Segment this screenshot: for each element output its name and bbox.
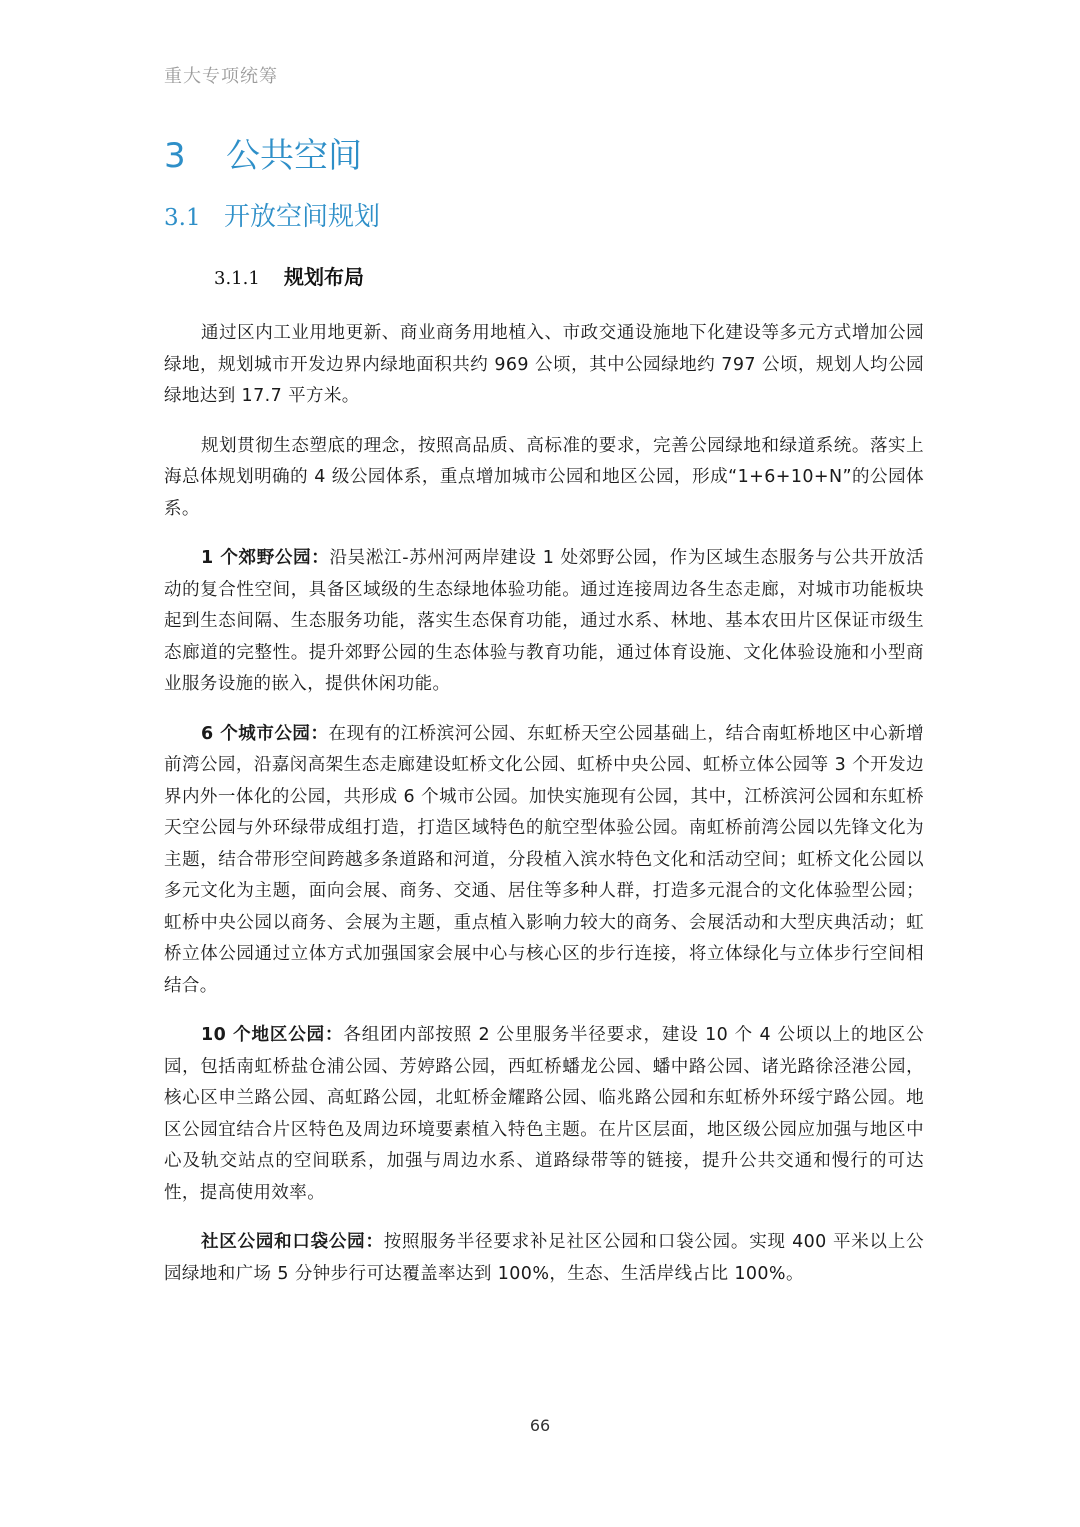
paragraph-park-system [164, 431, 924, 526]
paragraph-text: 沿吴淞江-苏州河两岸建设 1 处郊野公园，作为区域生态服务与公共开放活动的复合性空间，具备区域级的生态绿地体验功能。通过连接周边各生态走廊，对城市功能板块起到生态间隔、生态服务功能，落实生态保育功能，通过水系、林地、基本农田片区保证市级生态廊道的完整性。提升郊野公园的生态体验与教育功能，通过体育设施、文化体验设施和小型商业服务设施的嵌入，提供休闲功能。 [164, 548, 925, 694]
paragraph-text: 通过区内工业用地更新、商业商务用地植入、市政交通设施地下化建设等多元方式增加公园绿地，规划城市开发边界内绿地面积共约 969 公顷，其中公园绿地约 797 公顷，规划人均公园绿地达到 17.7 平方米。 [164, 323, 924, 406]
paragraph-lead: 10 个地区公园： [201, 1025, 344, 1045]
chapter-heading [164, 128, 362, 177]
running-header: 重大专项统筹 [164, 66, 278, 87]
chapter-title: 公共空间 [226, 136, 362, 176]
chapter-number: 3 [164, 136, 186, 176]
paragraph-country-park [164, 543, 924, 701]
paragraph-text: 各组团内部按照 2 公里服务半径要求，建设 10 个 4 公顷以上的地区公园，包括南虹桥盐仓浦公园、芳婷路公园，西虹桥蟠龙公园、蟠中路公园、诸光路徐泾港公园，核心区申兰路公园、高虹路公园，北虹桥金耀路公园、临兆路公园和东虹桥外环绥宁路公园。地区公园宜结合片区特色及周边环境要素植入特色主题。在片区层面，地区级公园应加强与地区中心及轨交站点的空间联系，加强与周边水系、道路绿带等的链接，提升公共交通和慢行的可达性，提高使用效率。 [164, 1025, 925, 1203]
paragraph-text: 规划贯彻生态塑底的理念，按照高品质、高标准的要求，完善公园绿地和绿道系统。落实上海总体规划明确的 4 级公园体系，重点增加城市公园和地区公园，形成“1+6+10+N”的公园体系。 [164, 435, 924, 519]
paragraph-lead: 6 个城市公园： [201, 723, 329, 744]
body-text [164, 318, 924, 1308]
paragraph-community-parks [164, 1227, 924, 1290]
subsection-number: 3.1.1 [214, 268, 260, 289]
page-number: 66 [529, 1416, 551, 1435]
paragraph-city-parks [164, 719, 924, 1003]
subsection-title: 规划布局 [284, 265, 364, 289]
section-heading [164, 196, 380, 233]
section-title: 开放空间规划 [224, 202, 381, 232]
section-number: 3.1 [164, 205, 201, 231]
subsection-heading [214, 261, 364, 290]
paragraph-text: 按照服务半径要求补足社区公园和口袋公园。实现 400 平米以上公园绿地和广场 5 分钟步行可达覆盖率达到 100%，生态、生活岸线占比 100%。 [164, 1232, 925, 1284]
paragraph-district-parks [164, 1020, 924, 1209]
paragraph-text: 在现有的江桥滨河公园、东虹桥天空公园基础上，结合南虹桥地区中心新增前湾公园，沿嘉闵高架生态走廊建设虹桥文化公园、虹桥中央公园、虹桥立体公园等 3 个开发边界内外一体化的公园，共形成 6 个城市公园。加快实施现有公园，其中，江桥滨河公园和东虹桥天空公园与外环绿带成组打造，打造区域特色的航空型体验公园。南虹桥前湾公园以先锋文化为主题，结合带形空间跨越多条道路和河道，分段植入滨水特色文化和活动空间；虹桥文化公园以多元文化为主题，面向会展、商务、交通、居住等多种人群，打造多元混合的文化体验型公园；虹桥中央公园以商务、会展为主题，重点植入影响力较大的商务、会展活动和大型庆典活动；虹桥立体公园通过立体方式加强国家会展中心与核心区的步行连接，将立体绿化与立体步行空间相结合。 [164, 723, 924, 996]
paragraph-lead: 1 个郊野公园： [201, 548, 330, 568]
paragraph-lead: 社区公园和口袋公园： [201, 1232, 384, 1252]
paragraph-green-area-overview [164, 318, 924, 413]
